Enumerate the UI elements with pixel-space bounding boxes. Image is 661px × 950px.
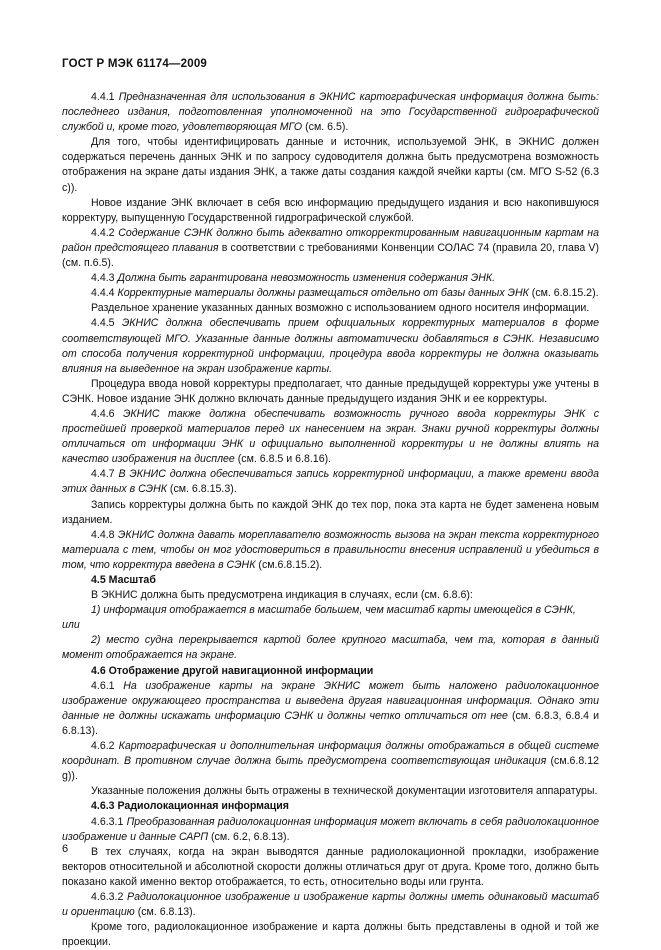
- paragraph: [62, 226, 599, 271]
- italic-text: или: [62, 619, 80, 632]
- italic-text: В ЭКНИС должна обеспечиваться запись корректурной информации, а также времени ввода этих данных в СЭНК: [62, 468, 599, 496]
- text-run: 4.6.3.1: [91, 815, 127, 828]
- text-run: 4.6.3.2: [91, 890, 128, 903]
- page-number: 6: [62, 843, 69, 855]
- text-run: (см.6.8.12 g)).: [62, 755, 599, 783]
- italic-text: 2) место судна перекрывается картой более крупного масштаба, чем та, которая в данный момент отображается на экране.: [62, 634, 599, 662]
- document-body: [62, 90, 599, 950]
- italic-text: Преобразованная радиолокационная информация может включать в себя радиолокационное изображение и данные САРП: [62, 815, 600, 843]
- text-run: 4.5 Масштаб: [91, 574, 156, 586]
- section-heading: [62, 573, 599, 588]
- paragraph: [62, 784, 599, 799]
- text-run: 4.4.7: [91, 468, 119, 481]
- paragraph: [62, 528, 599, 573]
- paragraph: [62, 815, 599, 845]
- italic-text: Предназначенная для использования в ЭКНИС картографическая информация должна быть: последнего издания, подготовленная уполномоченной на это Государственной гидрографической службой и, кроме того, удовлетворяющая МГО: [62, 91, 599, 134]
- text-run: 4.6.1: [91, 679, 124, 692]
- text-run: 4.6.3 Радиолокационная информация: [91, 800, 289, 813]
- paragraph: [62, 498, 599, 528]
- text-run: 4.6.2: [91, 740, 119, 753]
- text-run: Раздельное хранение указанных данных возможно с использованием одного носителя информации.: [91, 302, 590, 315]
- text-run: Для того, чтобы идентифицировать данные и источник, используемой ЭНК, в ЭКНИС должен содержаться перечень данных ЭНК и по запросу судоводителя должна быть предусмотрена возможность отображения на экране даты издания ЭНК, а также даты создания каждой ячейки карты (см. МГО S-52 (6.3 c)).: [62, 136, 599, 194]
- text-run: 4.4.2: [91, 226, 119, 239]
- paragraph: [62, 407, 599, 467]
- text-run: 4.4.3: [91, 272, 118, 285]
- paragraph: [62, 588, 599, 603]
- text-run: 4.4.1: [91, 91, 119, 103]
- paragraph: [62, 301, 599, 316]
- paragraph: [62, 679, 599, 739]
- paragraph: [62, 633, 599, 663]
- paragraph: [62, 890, 599, 920]
- text-run: В тех случаях, когда на экран выводятся данные радиолокационной прокладки, изображение векторов относительной и абсолютной скорости должны отличаться друг от друга. Кроме того, должно быть показано какой именно вектор отображается, то есть, относительно воды или грунта.: [62, 845, 599, 888]
- text-run: (см. 6.8.13).: [134, 906, 196, 919]
- italic-text: ЭКНИС также должна обеспечивать возможность ручного ввода корректуры ЭНК с простейшей проверкой материалов перед их нанесением на экран. Знаки ручной корректуры должны отличаться от информации ЭНК и официально выполненной корректуры и не должны влиять на качество изображения на дисплее: [62, 407, 599, 466]
- text-run: (см. 6.5).: [302, 121, 349, 134]
- text-run: (см. 6.8.5 и 6.8.16).: [234, 453, 332, 466]
- text-run: 4.4.6: [91, 407, 124, 420]
- text-run: В ЭКНИС должна быть предусмотрена индикация в случаях, если (см. 6.8.6):: [91, 589, 473, 602]
- paragraph: [62, 845, 599, 890]
- paragraph: [62, 196, 599, 226]
- text-run: (см. 6.8.15.2).: [528, 287, 599, 300]
- text-run: Указанные положения должны быть отражены в технической документации изготовителя аппаратуры.: [91, 785, 598, 798]
- paragraph: [62, 377, 599, 407]
- section-heading: [62, 664, 599, 679]
- italic-text: Картографическая и дополнительная информация должны отображаться в общей системе координат. В противном случае должна быть предусмотрена соответствующая индикация: [62, 740, 599, 768]
- italic-text: На изображение карты на экране ЭКНИС может быть наложено радиолокационное изображение окружающего пространства и выведена другая навигационная информация. Однако эти данные не должны искажать информацию СЭНК и должны четко отличаться от нее: [62, 679, 599, 722]
- italic-text: Корректурные материалы должны размещаться отдельно от базы данных ЭНК: [117, 287, 529, 300]
- italic-text: ЭКНИС должна давать мореплавателю возможность вызова на экран текста корректурного материала с тем, чтобы он мог удостовериться в правильности внесения исправлений и убедиться в том, что корректура введена в СЭНК: [62, 528, 599, 571]
- italic-text: Радиолокационное изображение и изображение карты должны иметь одинаковый масштаб и ориентацию: [62, 890, 600, 919]
- text-run: 4.4.8: [91, 528, 118, 541]
- text-run: 4.4.5: [91, 317, 122, 330]
- text-run: Кроме того, радиолокационное изображение и карта должны быть представлены в одной и той же проекции.: [62, 921, 599, 949]
- text-run: Запись корректуры должна быть по каждой ЭНК до тех пор, пока эта карта не будет заменена новым изданием.: [62, 498, 599, 526]
- italic-text: Должна быть гарантирована невозможность изменения содержания ЭНК.: [117, 272, 496, 285]
- text-run: в соответствии с требованиями Конвенции СОЛАС 74 (правила 20, глава V) (см. п.6.5).: [62, 241, 600, 270]
- paragraph: [62, 135, 599, 195]
- paragraph: [62, 90, 599, 135]
- running-header: ГОСТ Р МЭК 61174—2009: [62, 58, 208, 70]
- paragraph: [62, 618, 599, 633]
- paragraph: [62, 739, 599, 784]
- text-run: 4.4.4: [91, 287, 118, 300]
- paragraph: [62, 316, 599, 376]
- section-heading: [62, 799, 599, 814]
- text-run: (см. 6.2, 6.8.13).: [208, 830, 290, 843]
- paragraph: [62, 467, 599, 497]
- italic-text: 1) информация отображается в масштабе большем, чем масштаб карты имеющейся в СЭНК,: [91, 604, 576, 617]
- paragraph: [62, 603, 599, 618]
- paragraph: [62, 271, 599, 286]
- italic-text: ЭКНИС должна обеспечивать прием официальных корректурных материалов в форме соответствующей МГО. Указанные данные должны автоматически добавляться в СЭНК. Независимо от способа получения корректурной информации, процедура ввода корректуры не должна оказывать влияния на выведенное на экран изображение карты.: [62, 317, 599, 375]
- text-run: (см. 6.8.15.3).: [166, 483, 237, 496]
- paragraph: [62, 286, 599, 301]
- italic-text: Содержание СЭНК должно быть адекватно откорректированным навигационным картам на район предстоящего плавания: [62, 226, 599, 254]
- text-run: 4.6 Отображение другой навигационной информации: [91, 664, 374, 677]
- text-run: (см. 6.8.3, 6.8.4 и 6.8.13).: [62, 709, 599, 737]
- text-run: (см.6.8.15.2).: [255, 558, 323, 571]
- text-run: Процедура ввода новой корректуры предполагает, что данные предыдущей корректуры уже учтены в СЭНК. Новое издание ЭНК должно включать данные предыдущего издания ЭНК и ее корректуры.: [62, 377, 599, 405]
- text-run: Новое издание ЭНК включает в себя всю информацию предыдущего издания и всю накопившуюся корректуру, выпущенную Государственной гидрографической службой.: [62, 196, 599, 224]
- paragraph: [62, 920, 599, 950]
